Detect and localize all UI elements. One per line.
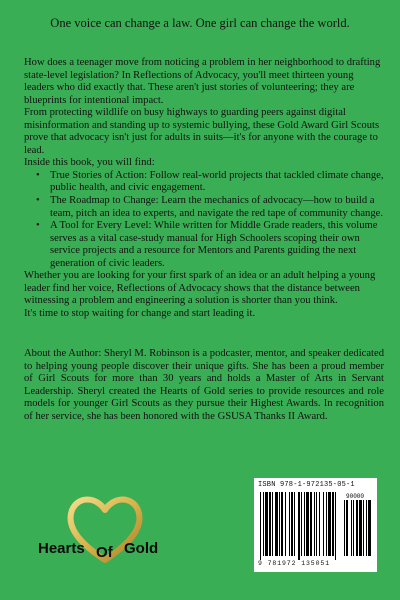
barcode-bars	[258, 492, 375, 560]
barcode-bar	[263, 492, 264, 556]
barcode-addon-bar	[346, 500, 348, 556]
author-bio-text: About the Author: Sheryl M. Robinson is a podcaster, mentor, and speaker dedicated to helping young people discover their unique gifts. She has been a proud member of Girl Scouts for more than 30 years and holds a Master of Arts in Servant Leadership. Sheryl created the Hearts of Gold series to provide resources and role models for younger Girl Scouts as they pursue their Highest Awards. In recognition of her service, she has been honored with the GSUSA Thanks II Award.	[24, 348, 384, 422]
barcode-addon-bar	[353, 500, 354, 556]
barcode-bar	[272, 492, 273, 556]
author-bio	[24, 348, 384, 423]
barcode-bar	[294, 492, 295, 556]
logo-word-gold: Gold	[124, 540, 159, 557]
barcode-addon-bar	[356, 500, 358, 556]
isbn-label: ISBN 978-1-972135-05-1	[258, 481, 355, 489]
barcode-bar	[260, 492, 261, 560]
feature-list	[24, 170, 384, 270]
feature-item: • A Tool for Every Level: While written for Middle Grade readers, this volume serves as a vital case-study manual for High Schoolers scoping their own service projects and a resource for Mentors and Parents guiding the next generation of civic leaders.	[50, 220, 384, 270]
closing-paragraph: Whether you are looking for your first spark of an idea or an adult helping a young leader find her voice, Reflections of Advocacy shows that the distance between witnessing a problem and engineering a solution is shorter than you think.	[24, 270, 376, 307]
barcode-addon-bar	[344, 500, 345, 556]
price-code: 90000	[346, 493, 365, 500]
barcode-bar	[291, 492, 293, 556]
book-description	[24, 57, 384, 320]
barcode-addon-bar	[359, 500, 362, 556]
barcode-bar	[310, 492, 312, 556]
feature-item: • The Roadmap to Change: Learn the mechanics of advocacy—how to build a team, pitch an idea to experts, and navigate the red tape of community change.	[50, 195, 384, 220]
barcode-bar	[298, 492, 300, 560]
barcode-bar	[275, 492, 278, 556]
barcode-bar	[269, 492, 271, 556]
barcode-bar	[316, 492, 317, 556]
barcode-bar	[301, 492, 302, 556]
barcode-bar	[328, 492, 331, 556]
barcode-bar	[319, 492, 320, 556]
barcode-bar	[323, 492, 324, 556]
second-paragraph: From protecting wildlife on busy highways to guarding peers against digital misinformation and standing up to systemic bullying, these Gold Award Girl Scouts prove that advocacy isn't just for adults in suits—it's for anyone with the courage to lead.	[24, 107, 380, 156]
call-to-action: It's time to stop waiting for change and start leading it.	[24, 307, 256, 319]
barcode-number: 9 781972 135051	[258, 560, 331, 567]
barcode-bar	[326, 492, 327, 556]
barcode-bar	[289, 492, 290, 556]
barcode-bar	[265, 492, 268, 556]
logo-word-of: Of	[96, 544, 113, 561]
barcode-bar	[279, 492, 280, 556]
feature-item: • True Stories of Action: Follow real-world projects that tackled climate change, public health, and civic engagement.	[50, 170, 384, 195]
logo-word-hearts: Hearts	[38, 540, 85, 557]
barcode-bar	[314, 492, 315, 556]
hearts-of-gold-logo	[38, 490, 173, 568]
tagline: One voice can change a law. One girl can change the world.	[50, 16, 350, 30]
barcode-bar	[285, 492, 286, 556]
barcode-addon-bar	[368, 500, 371, 556]
barcode-bar	[332, 492, 334, 556]
barcode-addon-bar	[366, 500, 367, 556]
barcode-addon-bar	[363, 500, 364, 556]
isbn-barcode	[254, 478, 377, 572]
barcode-bar	[304, 492, 305, 556]
barcode-bar	[306, 492, 309, 556]
inside-heading: Inside this book, you will find:	[24, 157, 155, 169]
barcode-addon-bar	[351, 500, 352, 556]
barcode-bar	[335, 492, 336, 560]
barcode-bar	[281, 492, 283, 556]
intro-paragraph: How does a teenager move from noticing a problem in her neighborhood to drafting state-level legislation? In Reflections of Advocacy, you'll meet thirteen young leaders who did exactly that. These aren't just stories of volunteering; they are blueprints for intentional impact.	[24, 57, 381, 106]
